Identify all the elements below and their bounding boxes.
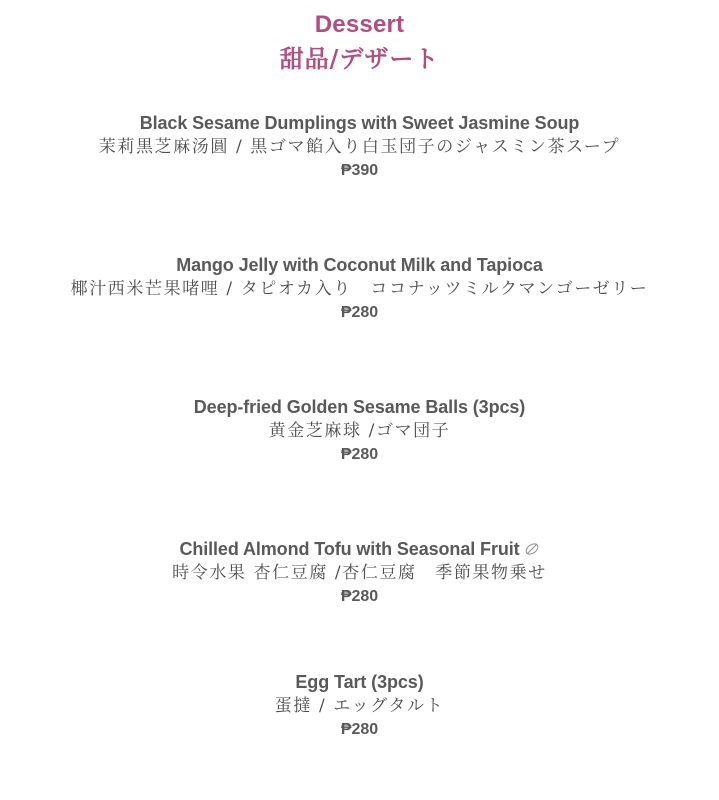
item-name-jp: 茉莉黒芝麻汤圓 / 黒ゴマ餡入り白玉団子のジャスミン茶スープ [98, 137, 621, 157]
section-title-jp: 甜品/デザート [279, 44, 440, 73]
leaf-icon [524, 539, 540, 555]
item-price: ₱280 [340, 721, 379, 738]
item-name: Deep-fried Golden Sesame Balls (3pcs) [193, 397, 526, 417]
menu-item [0, 537, 719, 609]
menu-item [0, 253, 719, 325]
item-price: ₱280 [340, 304, 379, 321]
item-name-jp: 蛋撻 / エッグタルト [274, 696, 445, 716]
item-name-jp: 黄金芝麻球 /ゴマ団子 [268, 421, 451, 441]
item-name-jp: 時令水果 杏仁豆腐 /杏仁豆腐 季節果物乗せ [172, 563, 547, 583]
item-price: ₱280 [340, 588, 379, 605]
item-name-row [0, 537, 719, 561]
menu-item [0, 395, 719, 467]
item-name: Mango Jelly with Coconut Milk and Tapioca [176, 255, 543, 275]
section-title: Dessert [314, 11, 405, 38]
menu-header [0, 8, 719, 76]
item-price: ₱390 [340, 162, 379, 179]
menu-item [0, 670, 719, 742]
item-price: ₱280 [340, 446, 379, 463]
menu-item [0, 111, 719, 183]
item-name: Black Sesame Dumplings with Sweet Jasmine Soup [139, 113, 580, 133]
item-name: Chilled Almond Tofu with Seasonal Fruit [179, 539, 520, 559]
item-name: Egg Tart (3pcs) [295, 672, 424, 692]
item-name-jp: 椰汁西米芒果啫哩 / タピオカ入り ココナッツミルクマンゴーゼリー [70, 279, 649, 299]
